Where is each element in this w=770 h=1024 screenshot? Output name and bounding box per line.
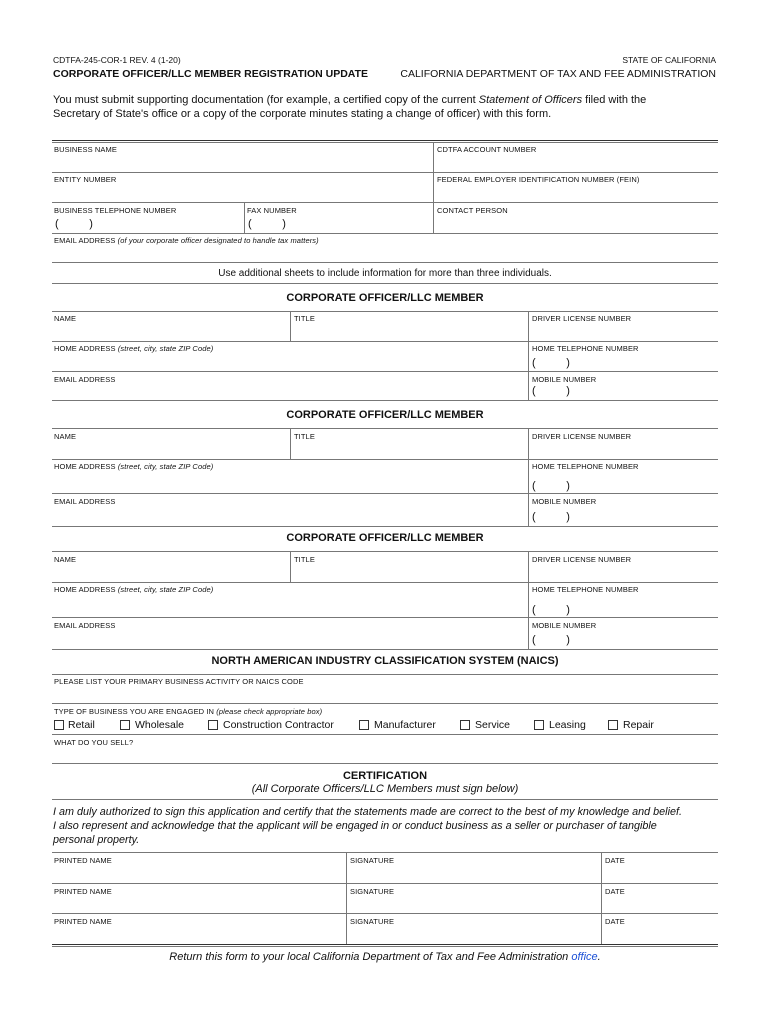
business-email-field[interactable] xyxy=(52,245,718,262)
printed-name-2-field[interactable] xyxy=(52,895,346,913)
fein-label: FEDERAL EMPLOYER IDENTIFICATION NUMBER (FEIN) xyxy=(437,175,640,184)
construction-contractor-checkbox[interactable] xyxy=(208,720,218,730)
officer-1-driver-license-field[interactable] xyxy=(530,322,718,341)
officer-1-home-phone-field[interactable]: ( ) xyxy=(532,357,570,369)
fax-number-field[interactable]: ( ) xyxy=(248,218,286,230)
repair-checkbox[interactable] xyxy=(608,720,618,730)
date-1-field[interactable] xyxy=(603,864,718,883)
service-label: Service xyxy=(475,719,511,731)
certification-subheading: (All Corporate Officers/LLC Members must sign below) xyxy=(251,783,519,795)
officer-3-home-phone-label: HOME TELEPHONE NUMBER xyxy=(532,585,639,594)
signature-1-field[interactable] xyxy=(348,864,601,883)
officer-1-name-label: NAME xyxy=(54,314,77,323)
naics-heading: NORTH AMERICAN INDUSTRY CLASSIFICATION SYSTEM (NAICS) xyxy=(211,655,559,667)
cdtfa-account-label: CDTFA ACCOUNT NUMBER xyxy=(437,145,537,154)
officer-1-heading: CORPORATE OFFICER/LLC MEMBER xyxy=(286,292,484,304)
form-title: CORPORATE OFFICER/LLC MEMBER REGISTRATION UPDATE xyxy=(53,68,368,80)
officer-1-email-label: EMAIL ADDRESS xyxy=(54,375,116,384)
printed-name-1-label: PRINTED NAME xyxy=(54,856,112,865)
officer-2-title-field[interactable] xyxy=(292,440,528,459)
wholesale-label: Wholesale xyxy=(135,719,185,731)
officer-3-heading: CORPORATE OFFICER/LLC MEMBER xyxy=(286,532,484,544)
officer-1-mobile-label: MOBILE NUMBER xyxy=(532,375,597,384)
cdtfa-account-field[interactable] xyxy=(435,153,718,172)
officer-1-home-address-label: HOME ADDRESS (street, city, state ZIP Code) xyxy=(54,344,214,353)
officer-1-name-field[interactable] xyxy=(52,322,290,341)
office-link[interactable]: office xyxy=(571,951,598,963)
service-checkbox[interactable] xyxy=(460,720,470,730)
entity-number-label: ENTITY NUMBER xyxy=(54,175,117,184)
officer-2-home-address-label: HOME ADDRESS (street, city, state ZIP Code) xyxy=(54,462,214,471)
signature-3-field[interactable] xyxy=(348,925,601,943)
certification-statement: I am duly authorized to sign this application and certify that the statements made are correct to the best of my knowledge and belief. I also represent and acknowledge that the applicant will be engaged in or conduct business as a seller or purchaser of tangible personal property. xyxy=(53,806,682,846)
business-telephone-label: BUSINESS TELEPHONE NUMBER xyxy=(54,206,177,215)
retail-label: Retail xyxy=(68,719,95,731)
officer-1-driver-license-label: DRIVER LICENSE NUMBER xyxy=(532,314,632,323)
repair-label: Repair xyxy=(623,719,654,731)
printed-name-3-label: PRINTED NAME xyxy=(54,917,112,926)
signature-2-field[interactable] xyxy=(348,895,601,913)
business-name-field[interactable] xyxy=(52,153,433,172)
leasing-label: Leasing xyxy=(549,719,586,731)
officer-2-heading: CORPORATE OFFICER/LLC MEMBER xyxy=(286,409,484,421)
fax-number-label: FAX NUMBER xyxy=(247,206,297,215)
date-2-field[interactable] xyxy=(603,895,718,913)
officer-2-email-field[interactable] xyxy=(52,505,528,525)
what-do-you-sell-label: WHAT DO YOU SELL? xyxy=(54,738,134,747)
officer-3-title-field[interactable] xyxy=(292,563,528,582)
printed-name-3-field[interactable] xyxy=(52,925,346,943)
officer-1-email-field[interactable] xyxy=(52,383,528,400)
signature-1-label: SIGNATURE xyxy=(350,856,395,865)
state-label: STATE OF CALIFORNIA xyxy=(622,55,716,65)
contact-person-label: CONTACT PERSON xyxy=(437,206,508,215)
officer-2-driver-license-field[interactable] xyxy=(530,440,718,459)
officer-1-title-field[interactable] xyxy=(292,322,528,341)
officer-3-title-label: TITLE xyxy=(294,555,315,564)
wholesale-checkbox[interactable] xyxy=(120,720,130,730)
additional-sheets-note: Use additional sheets to include information for more than three individuals. xyxy=(218,268,552,279)
officer-3-email-label: EMAIL ADDRESS xyxy=(54,621,116,630)
officer-2-mobile-label: MOBILE NUMBER xyxy=(532,497,597,506)
officer-2-home-phone-field[interactable]: ( ) xyxy=(532,480,570,492)
entity-number-field[interactable] xyxy=(52,183,433,202)
date-2-label: DATE xyxy=(605,887,625,896)
officer-2-driver-license-label: DRIVER LICENSE NUMBER xyxy=(532,432,632,441)
manufacturer-checkbox[interactable] xyxy=(359,720,369,730)
officer-2-title-label: TITLE xyxy=(294,432,315,441)
business-telephone-field[interactable]: ( ) xyxy=(55,218,93,230)
officer-1-mobile-field[interactable]: ( ) xyxy=(532,385,570,397)
officer-3-mobile-label: MOBILE NUMBER xyxy=(532,621,597,630)
officer-1-title-label: TITLE xyxy=(294,314,315,323)
date-3-label: DATE xyxy=(605,917,625,926)
officer-2-home-phone-label: HOME TELEPHONE NUMBER xyxy=(532,462,639,471)
primary-activity-label: PLEASE LIST YOUR PRIMARY BUSINESS ACTIVITY OR NAICS CODE xyxy=(54,677,304,686)
business-type-label: TYPE OF BUSINESS YOU ARE ENGAGED IN (please check appropriate box) xyxy=(54,707,323,716)
certification-heading: CERTIFICATION xyxy=(342,770,428,782)
officer-1-home-phone-label: HOME TELEPHONE NUMBER xyxy=(532,344,639,353)
retail-checkbox[interactable] xyxy=(54,720,64,730)
officer-3-email-field[interactable] xyxy=(52,629,528,648)
date-3-field[interactable] xyxy=(603,925,718,943)
leasing-checkbox[interactable] xyxy=(534,720,544,730)
printed-name-1-field[interactable] xyxy=(52,864,346,883)
intro-text: You must submit supporting documentation (for example, a certified copy of the current Statement of Officers filed with the Secretary of State's office or a copy of the corporate minutes stating a change of officer) with this form. xyxy=(53,94,647,120)
business-email-label: EMAIL ADDRESS (of your corporate officer designated to handle tax matters) xyxy=(54,236,319,245)
manufacturer-label: Manufacturer xyxy=(374,719,436,731)
officer-2-name-field[interactable] xyxy=(52,440,290,459)
officer-2-mobile-field[interactable]: ( ) xyxy=(532,511,570,523)
officer-2-email-label: EMAIL ADDRESS xyxy=(54,497,116,506)
officer-3-home-phone-field[interactable]: ( ) xyxy=(532,604,570,616)
what-do-you-sell-field[interactable] xyxy=(52,747,718,763)
printed-name-2-label: PRINTED NAME xyxy=(54,887,112,896)
construction-contractor-label: Construction Contractor xyxy=(223,719,334,731)
primary-activity-field[interactable] xyxy=(52,686,718,703)
contact-person-field[interactable] xyxy=(435,214,718,232)
signature-3-label: SIGNATURE xyxy=(350,917,395,926)
footer-instruction: Return this form to your local California Department of Tax and Fee Administration office. xyxy=(169,951,601,963)
officer-3-driver-license-field[interactable] xyxy=(530,563,718,582)
officer-3-home-address-field[interactable] xyxy=(52,594,528,614)
officer-3-home-address-label: HOME ADDRESS (street, city, state ZIP Code) xyxy=(54,585,214,594)
business-name-label: BUSINESS NAME xyxy=(54,145,117,154)
officer-3-name-field[interactable] xyxy=(52,563,290,582)
form-id: CDTFA-245-COR-1 REV. 4 (1-20) xyxy=(53,55,181,65)
officer-1-home-address-field[interactable] xyxy=(52,353,528,371)
officer-3-mobile-field[interactable]: ( ) xyxy=(532,634,570,646)
department-name: CALIFORNIA DEPARTMENT OF TAX AND FEE ADMINISTRATION xyxy=(400,68,716,80)
officer-3-driver-license-label: DRIVER LICENSE NUMBER xyxy=(532,555,632,564)
date-1-label: DATE xyxy=(605,856,625,865)
signature-2-label: SIGNATURE xyxy=(350,887,395,896)
officer-3-name-label: NAME xyxy=(54,555,77,564)
officer-2-home-address-field[interactable] xyxy=(52,471,528,491)
fein-field[interactable] xyxy=(435,183,718,202)
officer-2-name-label: NAME xyxy=(54,432,77,441)
